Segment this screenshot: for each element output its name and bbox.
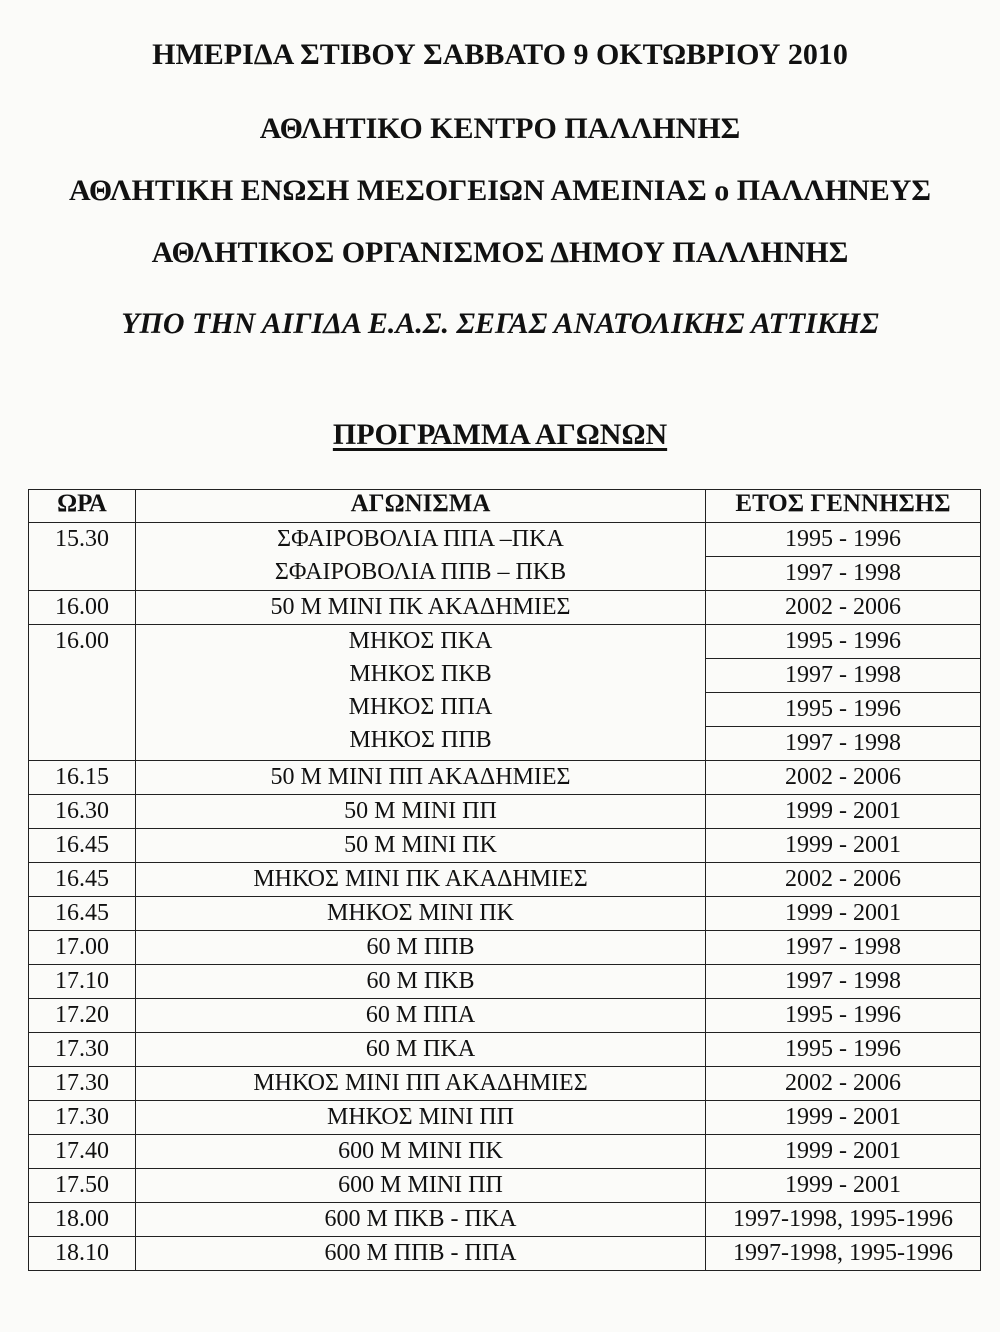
event-name: 600 Μ ΜΙΝΙ ΠΠ — [338, 1172, 503, 1198]
event-name: 60 Μ ΠΠΒ — [366, 934, 475, 960]
birth-year-cell — [706, 931, 981, 965]
event-cell — [136, 625, 706, 761]
table-header-row — [29, 490, 981, 523]
time-cell: 17.10 — [29, 965, 136, 999]
schedule-body — [29, 523, 981, 1271]
birth-year-range: 1997-1998, 1995-1996 — [733, 1206, 953, 1232]
table-row — [29, 761, 981, 795]
event-name: ΜΗΚΟΣ ΠΠΒ — [349, 727, 492, 753]
birth-year-cell — [706, 1067, 981, 1101]
table-row — [29, 625, 981, 761]
table-row — [29, 965, 981, 999]
time-cell: 16.45 — [29, 897, 136, 931]
event-name: 50 Μ ΜΙΝΙ ΠΚ — [344, 832, 497, 858]
time-cell: 17.20 — [29, 999, 136, 1033]
table-row — [29, 829, 981, 863]
table-row — [29, 1101, 981, 1135]
time-cell: 16.45 — [29, 863, 136, 897]
event-cell — [136, 863, 706, 897]
table-row — [29, 523, 981, 591]
auspices-line: ΥΠΟ ΤΗΝ ΑΙΓΙΔΑ Ε.Α.Σ. ΣΕΓΑΣ ΑΝΑΤΟΛΙΚΗΣ ΑΤΤΙΚΗΣ — [121, 307, 879, 340]
event-cell — [136, 897, 706, 931]
time-cell: 16.30 — [29, 795, 136, 829]
event-cell — [136, 1135, 706, 1169]
birth-year-cell — [706, 761, 981, 795]
birth-year-range: 2002 - 2006 — [785, 1070, 901, 1096]
birth-year-range: 1995 - 1996 — [785, 628, 901, 654]
venue-name: ΑΘΛΗΤΙΚΟ ΚΕΝΤΡΟ ΠΑΛΛΗΝΗΣ — [259, 112, 741, 145]
event-cell — [136, 1101, 706, 1135]
event-cell — [136, 1203, 706, 1237]
table-row — [29, 931, 981, 965]
event-cell — [136, 829, 706, 863]
birth-year-range: 2002 - 2006 — [785, 866, 901, 892]
birth-year-cell — [706, 591, 981, 625]
event-name: 600 Μ ΠΠΒ - ΠΠΑ — [324, 1240, 517, 1266]
birth-year-cell — [706, 999, 981, 1033]
column-header-birth-year: ΕΤΟΣ ΓΕΝΝΗΣΗΣ — [706, 490, 981, 523]
schedule-table — [28, 489, 981, 1271]
event-cell — [136, 1169, 706, 1203]
event-cell — [136, 931, 706, 965]
event-name: ΜΗΚΟΣ ΠΠΑ — [348, 694, 493, 720]
table-row — [29, 795, 981, 829]
birth-year-range: 2002 - 2006 — [785, 764, 901, 790]
event-name: 60 Μ ΠΚΒ — [366, 968, 475, 994]
birth-year-range: 1995 - 1996 — [785, 526, 901, 552]
table-row — [29, 863, 981, 897]
column-header-time: ΩΡΑ — [29, 490, 136, 523]
birth-year-range: 1997 - 1998 — [785, 968, 901, 994]
event-name: ΜΗΚΟΣ ΠΚΒ — [349, 661, 492, 687]
time-cell: 16.15 — [29, 761, 136, 795]
event-name: ΜΗΚΟΣ ΠΚΑ — [348, 628, 493, 654]
event-name: 50 Μ ΜΙΝΙ ΠΠ ΑΚΑΔΗΜΙΕΣ — [270, 764, 571, 790]
table-row — [29, 1169, 981, 1203]
time-cell: 18.10 — [29, 1237, 136, 1271]
birth-year-cell — [706, 523, 981, 591]
event-name: 60 Μ ΠΠΑ — [365, 1002, 476, 1028]
event-cell — [136, 523, 706, 591]
time-cell: 17.30 — [29, 1067, 136, 1101]
birth-year-cell — [706, 863, 981, 897]
event-cell — [136, 761, 706, 795]
table-row — [29, 591, 981, 625]
event-cell — [136, 591, 706, 625]
time-cell: 17.30 — [29, 1033, 136, 1067]
birth-year-cell — [706, 1203, 981, 1237]
birth-year-range: 1999 - 2001 — [785, 1104, 901, 1130]
time-cell: 17.50 — [29, 1169, 136, 1203]
time-cell: 17.00 — [29, 931, 136, 965]
birth-year-cell — [706, 829, 981, 863]
event-title: ΗΜΕΡΙΔΑ ΣΤΙΒΟΥ ΣΑΒΒΑΤΟ 9 ΟΚΤΩΒΡΙΟΥ 2010 — [152, 38, 848, 71]
birth-year-cell — [706, 1237, 981, 1271]
event-cell — [136, 965, 706, 999]
birth-year-cell — [706, 1169, 981, 1203]
event-name: ΣΦΑΙΡΟΒΟΛΙΑ ΠΠΑ –ΠΚΑ — [277, 526, 564, 552]
event-name: ΜΗΚΟΣ ΜΙΝΙ ΠΠ ΑΚΑΔΗΜΙΕΣ — [253, 1070, 588, 1096]
column-header-event: ΑΓΩΝΙΣΜΑ — [136, 490, 706, 523]
birth-year-range: 1997 - 1998 — [706, 556, 980, 590]
program-title: ΠΡΟΓΡΑΜΜΑ ΑΓΩΝΩΝ — [332, 418, 668, 451]
table-row — [29, 1237, 981, 1271]
birth-year-cell — [706, 1033, 981, 1067]
event-name: ΜΗΚΟΣ ΜΙΝΙ ΠΚ — [327, 900, 514, 926]
time-cell: 15.30 — [29, 523, 136, 591]
birth-year-cell — [706, 965, 981, 999]
event-cell — [136, 1067, 706, 1101]
birth-year-range: 1997-1998, 1995-1996 — [733, 1240, 953, 1266]
event-name: ΣΦΑΙΡΟΒΟΛΙΑ ΠΠΒ – ΠΚΒ — [274, 559, 567, 585]
time-cell: 17.40 — [29, 1135, 136, 1169]
table-row — [29, 1203, 981, 1237]
birth-year-range: 1995 - 1996 — [785, 1036, 901, 1062]
time-cell: 16.00 — [29, 591, 136, 625]
event-name: ΜΗΚΟΣ ΜΙΝΙ ΠΠ — [327, 1104, 514, 1130]
event-name: 60 Μ ΠΚΑ — [365, 1036, 476, 1062]
birth-year-cell — [706, 897, 981, 931]
birth-year-range: 1999 - 2001 — [785, 832, 901, 858]
time-cell: 17.30 — [29, 1101, 136, 1135]
time-cell: 16.45 — [29, 829, 136, 863]
table-row — [29, 1067, 981, 1101]
event-cell — [136, 1033, 706, 1067]
birth-year-cell — [706, 1101, 981, 1135]
event-cell — [136, 999, 706, 1033]
time-cell: 16.00 — [29, 625, 136, 761]
table-row — [29, 999, 981, 1033]
birth-year-range: 2002 - 2006 — [785, 594, 901, 620]
birth-year-cell — [706, 795, 981, 829]
event-cell — [136, 1237, 706, 1271]
time-cell: 18.00 — [29, 1203, 136, 1237]
event-name: 50 Μ ΜΙΝΙ ΠΚ ΑΚΑΔΗΜΙΕΣ — [270, 594, 571, 620]
birth-year-cell — [706, 1135, 981, 1169]
birth-year-range: 1999 - 2001 — [785, 1172, 901, 1198]
event-name: ΜΗΚΟΣ ΜΙΝΙ ΠΚ ΑΚΑΔΗΜΙΕΣ — [253, 866, 588, 892]
birth-year-range: 1995 - 1996 — [785, 1002, 901, 1028]
birth-year-range: 1999 - 2001 — [785, 1138, 901, 1164]
organizer-municipality: ΑΘΛΗΤΙΚΟΣ ΟΡΓΑΝΙΣΜΟΣ ΔΗΜΟΥ ΠΑΛΛΗΝΗΣ — [151, 236, 849, 269]
event-name: 600 Μ ΠΚΒ - ΠΚΑ — [324, 1206, 517, 1232]
birth-year-cell — [706, 625, 981, 761]
table-row — [29, 1135, 981, 1169]
birth-year-range: 1999 - 2001 — [785, 798, 901, 824]
organizer-association: ΑΘΛΗΤΙΚΗ ΕΝΩΣΗ ΜΕΣΟΓΕΙΩΝ ΑΜΕΙΝΙΑΣ ο ΠΑΛΛΗΝΕΥΣ — [68, 174, 932, 207]
event-cell — [136, 795, 706, 829]
birth-year-range: 1999 - 2001 — [785, 900, 901, 926]
birth-year-range: 1997 - 1998 — [706, 726, 980, 760]
birth-year-range: 1995 - 1996 — [706, 692, 980, 726]
birth-year-range: 1997 - 1998 — [785, 934, 901, 960]
table-row — [29, 897, 981, 931]
birth-year-range: 1997 - 1998 — [706, 658, 980, 692]
event-name: 600 Μ ΜΙΝΙ ΠΚ — [338, 1138, 503, 1164]
event-name: 50 Μ ΜΙΝΙ ΠΠ — [344, 798, 497, 824]
table-row — [29, 1033, 981, 1067]
